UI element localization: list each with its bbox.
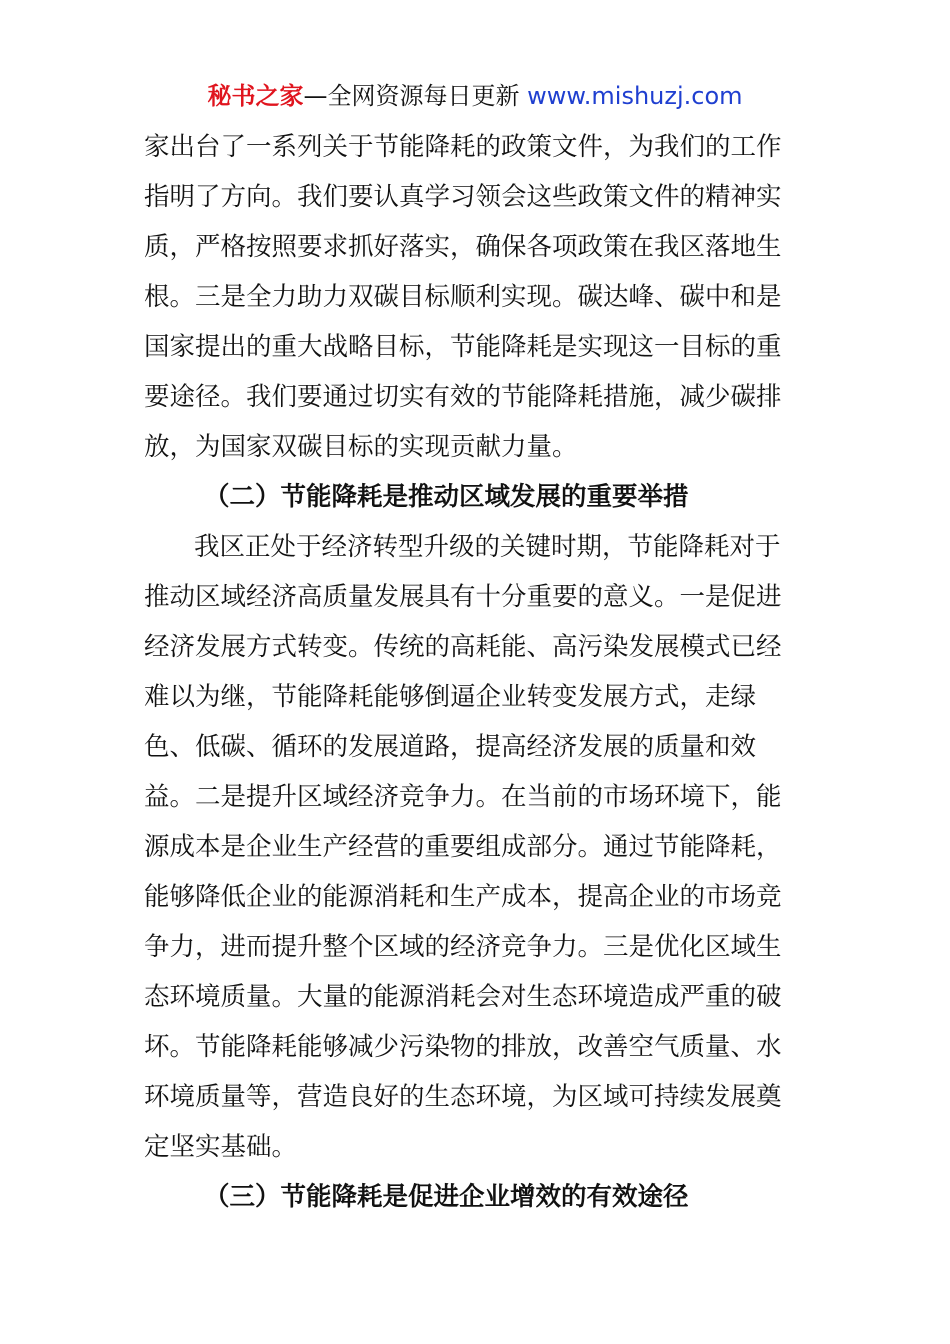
text-line: 坏。节能降耗能够减少污染物的排放，改善空气质量、水 [144,1032,782,1062]
text-line: 能够降低企业的能源消耗和生产成本，提高企业的市场竞 [144,882,782,912]
text-line: 质，严格按照要求抓好落实，确保各项政策在我区落地生 [144,232,782,262]
text-line: 要途径。我们要通过切实有效的节能降耗措施，减少碳排 [144,382,782,412]
paragraph-1 [144,122,808,472]
text-line: 推动区域经济高质量发展具有十分重要的意义。一是促进 [144,582,782,612]
document-body [144,122,808,1222]
text-line: 源成本是企业生产经营的重要组成部分。通过节能降耗， [144,832,782,862]
text-line: 环境质量等，营造良好的生态环境，为区域可持续发展奠 [144,1082,782,1112]
site-tagline: —全网资源每日更新 [303,82,520,110]
text-line: 我区正处于经济转型升级的关键时期，节能降耗对于 [194,532,781,562]
text-line: 家出台了一系列关于节能降耗的政策文件，为我们的工作 [144,132,782,162]
section-heading-2: （二）节能降耗是推动区域发展的重要举措 [204,482,689,512]
text-line: 争力，进而提升整个区域的经济竞争力。三是优化区域生 [144,932,782,962]
text-line: 指明了方向。我们要认真学习领会这些政策文件的精神实 [144,182,782,212]
text-line: 益。二是提升区域经济竞争力。在当前的市场环境下，能 [144,782,782,812]
site-brand: 秘书之家 [207,82,304,110]
text-line: 国家提出的重大战略目标，节能降耗是实现这一目标的重 [144,332,782,362]
text-line: 色、低碳、循环的发展道路，提高经济发展的质量和效 [144,732,757,762]
text-line: 放，为国家双碳目标的实现贡献力量。 [144,432,578,462]
site-url-link[interactable]: www.mishuzj.com [527,82,743,110]
text-line: 难以为继，节能降耗能够倒逼企业转变发展方式，走绿 [144,682,757,712]
text-line: 经济发展方式转变。传统的高耗能、高污染发展模式已经 [144,632,782,662]
text-line: 定坚实基础。 [144,1132,298,1162]
text-line: 根。三是全力助力双碳目标顺利实现。碳达峰、碳中和是 [144,282,782,312]
section-heading-3: （三）节能降耗是促进企业增效的有效途径 [204,1182,689,1212]
paragraph-2 [144,522,808,1172]
text-line: 态环境质量。大量的能源消耗会对生态环境造成严重的破 [144,982,782,1012]
site-header [0,80,950,112]
